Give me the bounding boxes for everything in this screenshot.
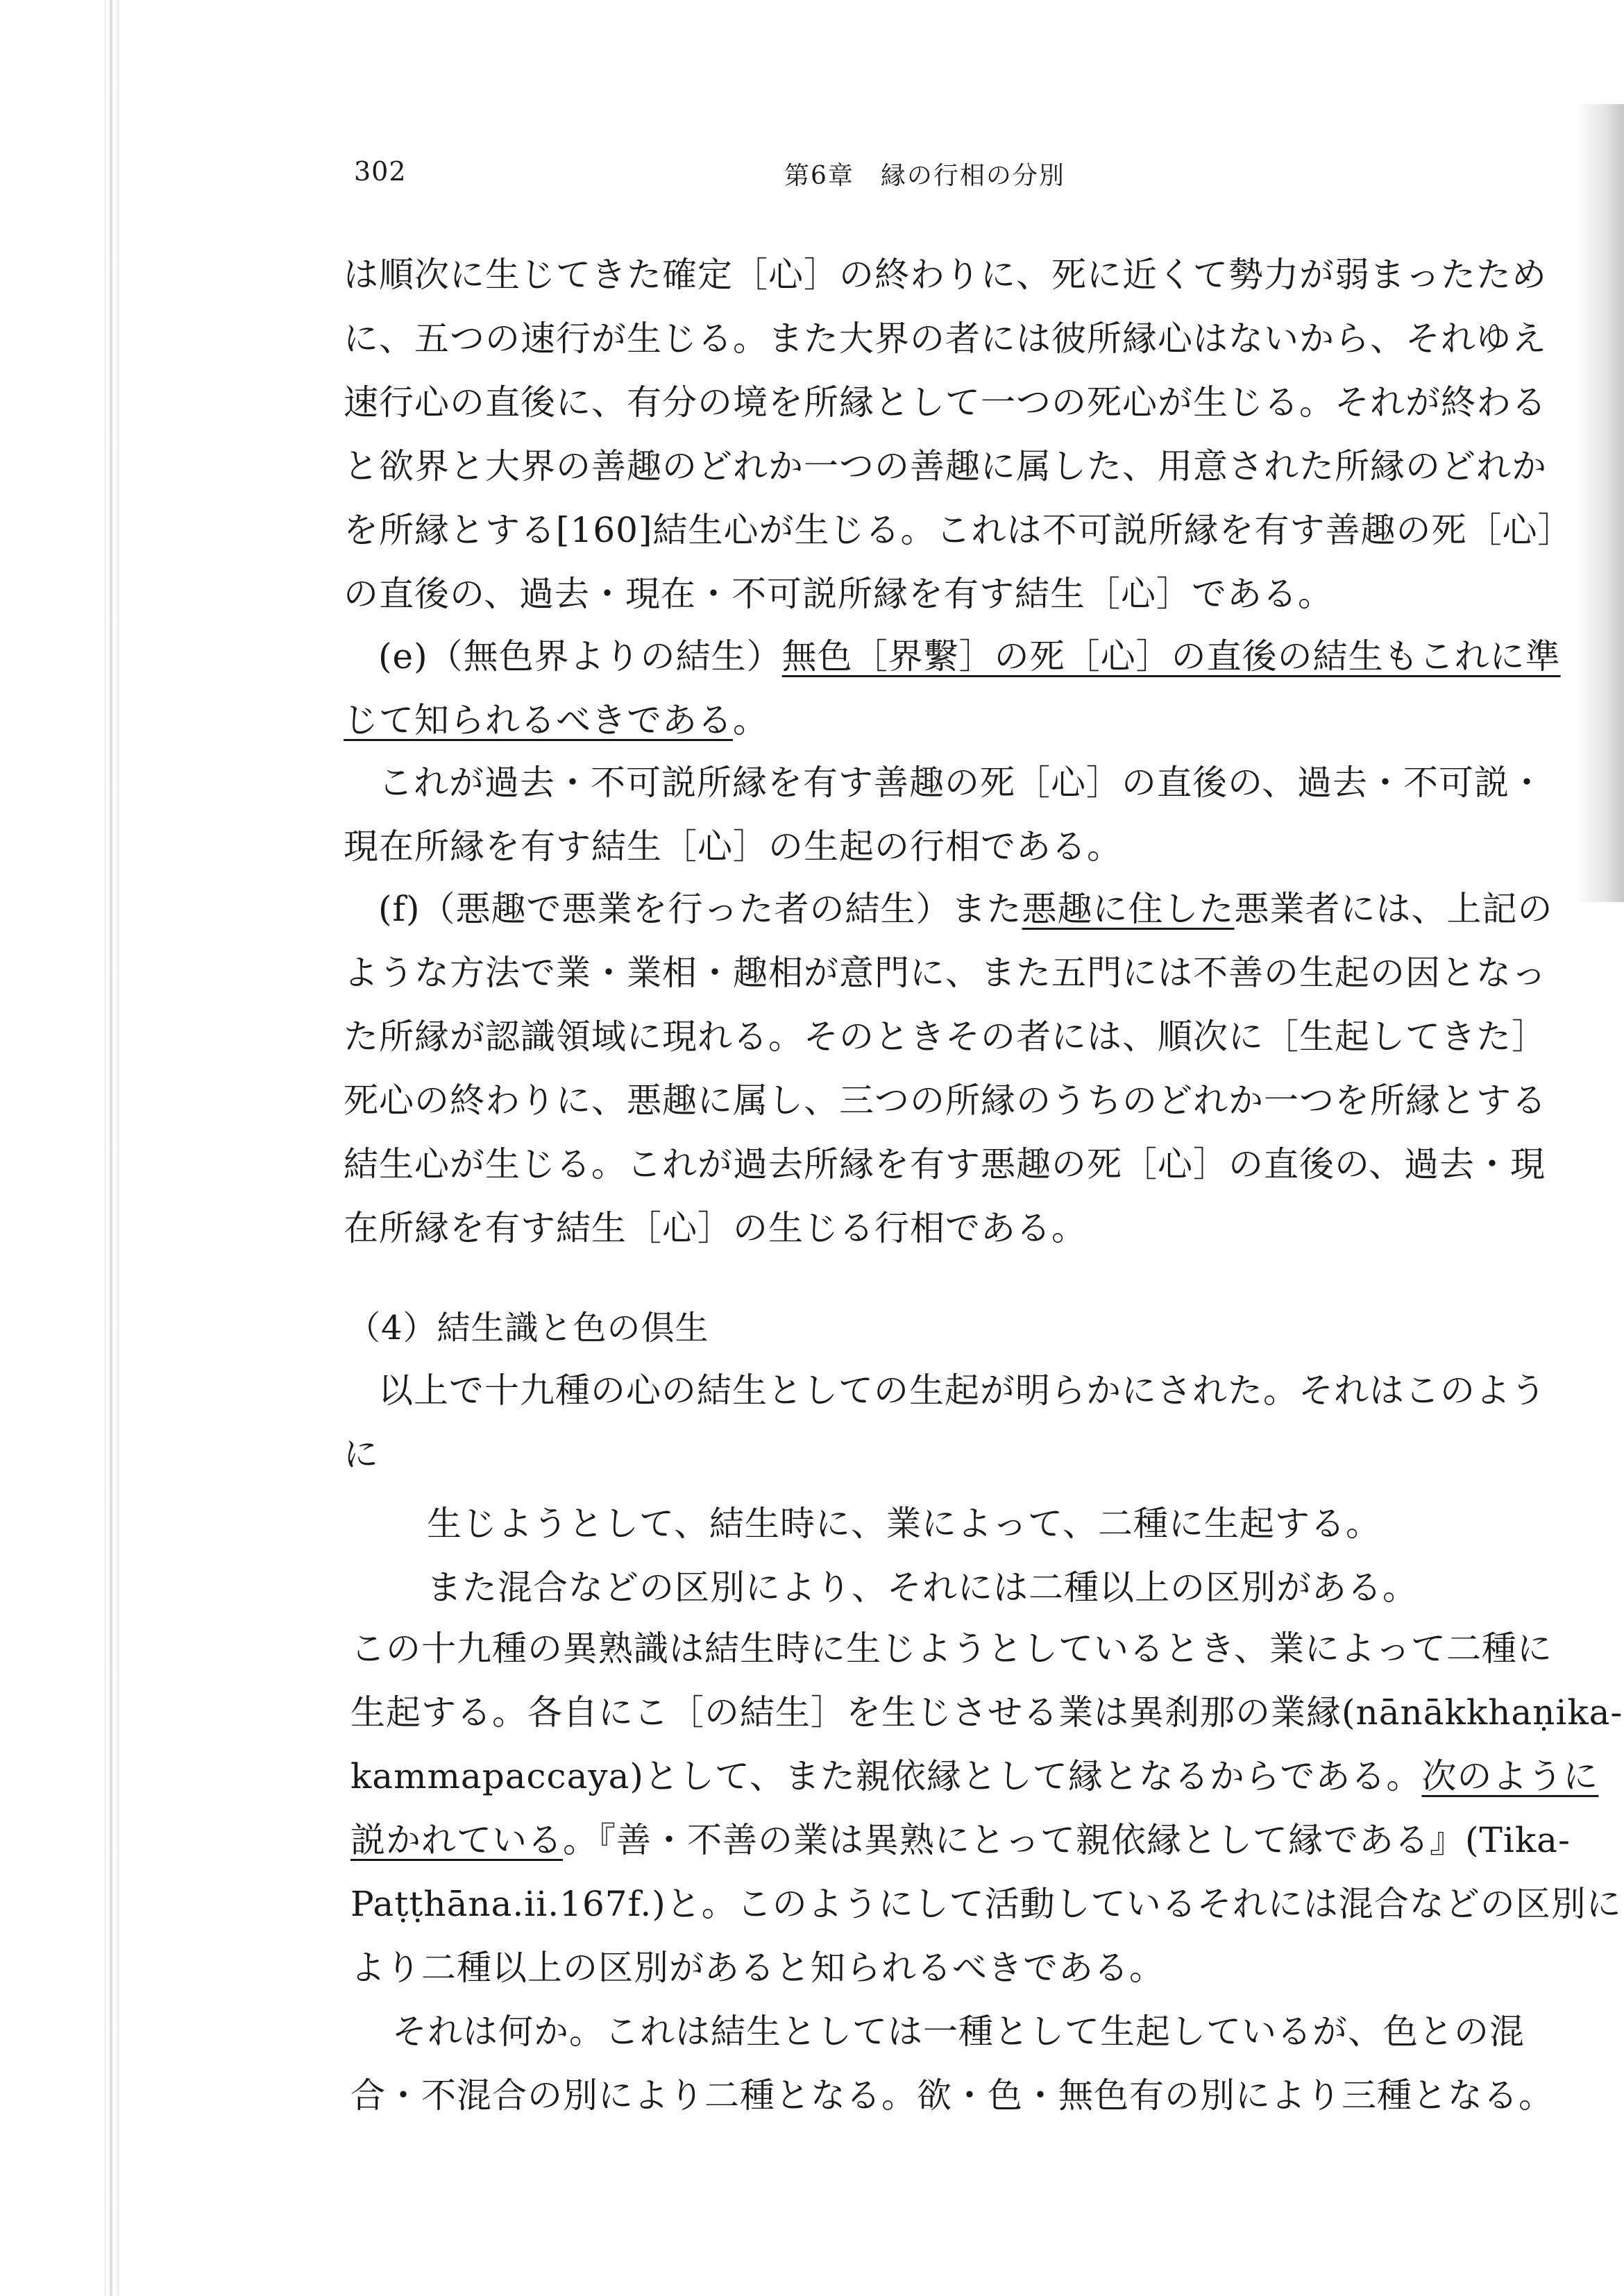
underlined-text: 次のように: [1421, 1756, 1599, 1796]
scan-shadow-right: [1575, 104, 1624, 902]
text-line: 以上で十九種の心の結生としての生起が明らかにされた。それはこのよう: [378, 1370, 1546, 1411]
text-span: 悪業者には、上記の: [1234, 889, 1553, 929]
text-line: た所縁が認識領域に現れる。そのときその者には、順次に［生起してきた］: [344, 1017, 1547, 1057]
text-line: [378, 624, 1572, 688]
text-line: 結生心が生じる。これが過去所縁を有す悪趣の死［心］の直後の、過去・現: [344, 1144, 1546, 1184]
text-line: この十九種の異熟識は結生時に生じようとしているとき、業によって二種に: [350, 1629, 1553, 1669]
text-line: 速行心の直後に、有分の境を所縁として一つの死心が生じる。それが終わる: [344, 382, 1547, 423]
text-line: 死心の終わりに、悪趣に属し、三つの所縁のうちのどれか一つを所縁とする: [344, 1080, 1547, 1121]
text-line: を所縁とする[160]結生心が生じる。これは不可説所縁を有す善趣の死［心］: [344, 510, 1573, 550]
text-line: に: [344, 1434, 379, 1474]
running-head: [354, 156, 1520, 205]
text-line: に、五つの速行が生じる。また大界の者には彼所縁心はないから、それゆえ: [344, 318, 1547, 359]
text-line: と欲界と大界の善趣のどれか一つの善趣に属した、用意された所縁のどれか: [344, 446, 1547, 486]
text-line: 在所縁を有す結生［心］の生じる行相である。: [344, 1208, 1087, 1248]
underlined-text: 悪趣に住した: [1022, 889, 1235, 929]
text-line: それは何か。これは結生としては一種として生起しているが、色との混: [392, 2012, 1525, 2052]
text-span: 。: [733, 700, 768, 740]
text-line: 生起する。各自にこ［の結生］を生じさせる業は異刹那の業縁(nānākkhaṇika-: [350, 1692, 1623, 1733]
verse-line: また混合などの区別により、それには二種以上の区別がある。: [427, 1567, 1418, 1608]
text-line: これが過去・不可説所縁を有す善趣の死［心］の直後の、過去・不可説・: [378, 763, 1545, 803]
text-line: より二種以上の区別があると知られるべきである。: [350, 1948, 1165, 1988]
text-span: 。『善・不善の業は異熟にとって親依縁として縁である』(Tika-: [563, 1820, 1571, 1860]
text-line: [378, 877, 1572, 941]
verse-line: 生じようとして、結生時に、業によって、二種に生起する。: [427, 1504, 1381, 1544]
section-heading: （4）結生識と色の倶生: [347, 1309, 709, 1347]
text-line: [350, 1744, 1599, 1808]
text-line: 現在所縁を有す結生［心］の生起の行相である。: [344, 826, 1122, 867]
underlined-text: 説かれている: [350, 1820, 563, 1860]
text-line: Paṭṭhāna.ii.167f.)と。このようにして活動しているそれには混合などの区別に: [350, 1884, 1622, 1924]
text-line: の直後の、過去・現在・不可説所縁を有す結生［心］である。: [344, 574, 1333, 614]
underlined-text: じて知られるべきである: [344, 700, 733, 740]
page-number: 302: [354, 156, 407, 187]
underlined-text: 無色［界繫］の死［心］の直後の結生もこれに準: [781, 636, 1561, 677]
text-line: は順次に生じてきた確定［心］の終わりに、死に近くて勢力が弱まったため: [344, 255, 1547, 295]
text-line: ような方法で業・業相・趣相が意門に、また五門には不善の生起の因となっ: [344, 953, 1547, 993]
paragraph-label-e: (e)（無色界よりの結生）: [378, 636, 782, 677]
chapter-title: 第6章 縁の行相の分別: [784, 162, 1065, 190]
text-line: 合・不混合の別により二種となる。欲・色・無色有の別により三種となる。: [350, 2075, 1554, 2116]
text-line: [344, 688, 1537, 752]
paragraph-label-f: (f)（悪趣で悪業を行った者の結生）また: [378, 889, 1022, 929]
text-line: [350, 1808, 1571, 1872]
scan-shadow-left: [0, 0, 139, 2296]
text-span: kammapaccaya)として、また親依縁として縁となるからである。: [350, 1756, 1422, 1796]
